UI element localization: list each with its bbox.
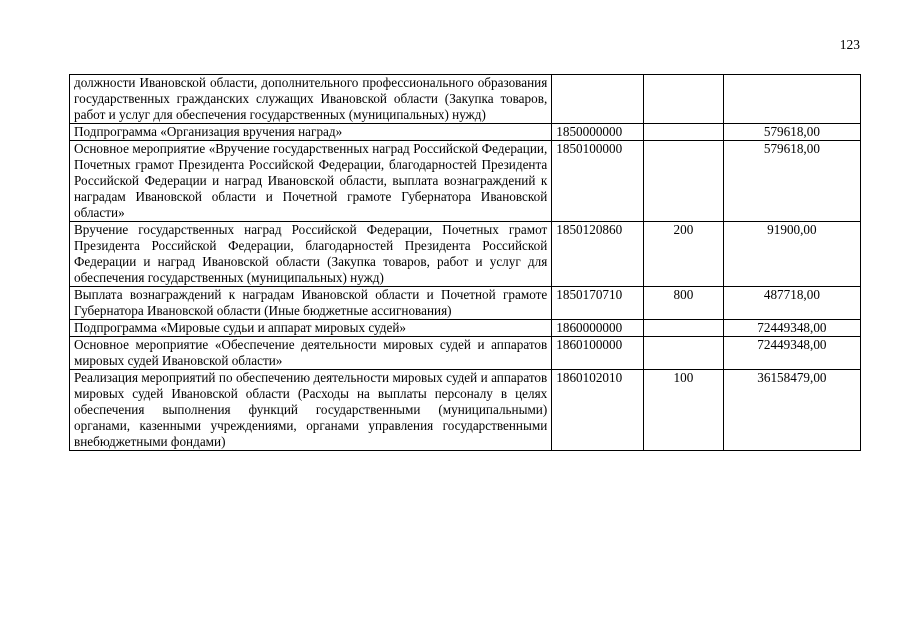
row-code: 1850170710 — [552, 287, 644, 320]
row-name: Основное мероприятие «Обеспечение деятельности мировых судей и аппаратов мировых судей Ивановской области» — [70, 337, 552, 370]
row-name: Выплата вознаграждений к наградам Ивановской области и Почетной грамоте Губернатора Ивановской области (Иные бюджетные ассигнования) — [70, 287, 552, 320]
table-row — [70, 287, 861, 320]
row-sum: 36158479,00 — [723, 370, 860, 451]
table-row — [70, 337, 861, 370]
row-name: Вручение государственных наград Российской Федерации, Почетных грамот Президента Российской Федерации, благодарностей Президента Российской Федерации и наград Ивановской области (Закупка товаров, работ и услуг для обеспечения государственных (муниципальных) нужд) — [70, 222, 552, 287]
page-number: 123 — [839, 37, 860, 52]
budget-table — [69, 74, 861, 451]
row-code: 1850000000 — [552, 124, 644, 141]
table-row — [70, 320, 861, 337]
row-expense-type — [644, 124, 724, 141]
table-row — [70, 124, 861, 141]
row-expense-type — [644, 320, 724, 337]
row-name: Реализация мероприятий по обеспечению деятельности мировых судей и аппаратов мировых судей Ивановской области (Расходы на выплаты персоналу в целях обеспечения выполнения функций государственными (муниципальными) органами, казенными учреждениями, органами управления государственными внебюджетными фондами) — [70, 370, 552, 451]
table-row — [70, 370, 861, 451]
row-sum: 91900,00 — [723, 222, 860, 287]
row-code: 1860000000 — [552, 320, 644, 337]
row-sum: 72449348,00 — [723, 320, 860, 337]
row-code: 1860100000 — [552, 337, 644, 370]
row-sum — [723, 75, 860, 124]
table-row — [70, 75, 861, 124]
table-row — [70, 141, 861, 222]
row-name: должности Ивановской области, дополнительного профессионального образования государственных гражданских служащих Ивановской области (Закупка товаров, работ и услуг для обеспечения государственных (муниципальных) нужд) — [70, 75, 552, 124]
row-name: Подпрограмма «Организация вручения наград» — [70, 124, 552, 141]
row-sum: 72449348,00 — [723, 337, 860, 370]
row-sum: 579618,00 — [723, 124, 860, 141]
row-name: Основное мероприятие «Вручение государственных наград Российской Федерации, Почетных грамот Президента Российской Федерации, благодарностей Президента Российской Федерации и наград Ивановской области, выплата вознаграждений к наградам Ивановской области и Почетной грамоте Губернатора Ивановской области» — [70, 141, 552, 222]
row-code: 1860102010 — [552, 370, 644, 451]
row-expense-type: 200 — [644, 222, 724, 287]
row-expense-type: 100 — [644, 370, 724, 451]
row-sum: 487718,00 — [723, 287, 860, 320]
row-expense-type — [644, 337, 724, 370]
row-code: 1850120860 — [552, 222, 644, 287]
row-expense-type — [644, 141, 724, 222]
row-expense-type: 800 — [644, 287, 724, 320]
row-code — [552, 75, 644, 124]
row-expense-type — [644, 75, 724, 124]
row-code: 1850100000 — [552, 141, 644, 222]
table-row — [70, 222, 861, 287]
row-name: Подпрограмма «Мировые судьи и аппарат мировых судей» — [70, 320, 552, 337]
row-sum: 579618,00 — [723, 141, 860, 222]
